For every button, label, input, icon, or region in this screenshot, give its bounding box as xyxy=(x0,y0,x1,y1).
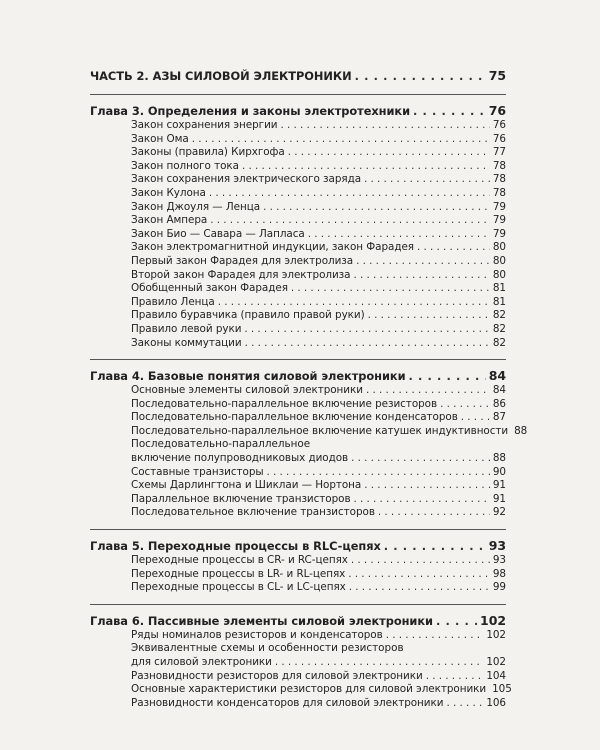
toc-entry[interactable] xyxy=(90,554,506,568)
entry-page: 77 xyxy=(492,146,506,159)
entry-page: 84 xyxy=(492,384,506,397)
entry-title: Последовательно-параллельное включение конденсаторов xyxy=(131,411,458,424)
toc-entry[interactable] xyxy=(90,241,506,255)
leader-dots xyxy=(275,656,483,670)
toc-entry[interactable] xyxy=(90,146,506,160)
leader-dots xyxy=(267,466,490,480)
chapter-3 xyxy=(90,94,506,350)
entry-page: 80 xyxy=(492,254,506,267)
entry-title: включение полупроводниковых диодов xyxy=(131,452,349,465)
chapter-title: Глава 4. Базовые понятия силовой электроники xyxy=(90,369,406,384)
toc-entry[interactable] xyxy=(90,581,506,595)
entry-page: 82 xyxy=(492,336,506,349)
entry-page: 88 xyxy=(514,424,528,437)
chapter-heading[interactable] xyxy=(90,613,506,629)
toc-entry[interactable] xyxy=(90,296,506,310)
leader-dots xyxy=(366,384,490,398)
chapter-heading[interactable] xyxy=(90,103,506,119)
leader-dots xyxy=(348,568,490,582)
entry-title: Разновидности резисторов для силовой электроники xyxy=(131,669,423,682)
toc-entry-multiline[interactable] xyxy=(90,438,506,465)
toc-entry[interactable] xyxy=(90,173,506,187)
entry-title: Обобщенный закон Фарадея xyxy=(131,282,288,295)
toc-entry[interactable] xyxy=(90,269,506,283)
leader-dots xyxy=(351,452,490,466)
entry-page: 99 xyxy=(492,581,506,594)
chapter-title: Глава 5. Переходные процессы в RLC-цепях xyxy=(90,539,381,554)
entry-page: 93 xyxy=(492,554,506,567)
entry-title: Разновидности конденсаторов для силовой электроники xyxy=(131,696,444,709)
chapter-page: 93 xyxy=(488,538,506,554)
leader-dots xyxy=(378,506,490,520)
entry-title: Правило буравчика (правило правой руки) xyxy=(131,309,365,322)
entry-title: Закон Ома xyxy=(131,132,189,145)
leader-dots xyxy=(384,538,486,554)
chapter-page: 84 xyxy=(488,368,506,384)
leader-dots xyxy=(280,119,489,133)
leader-dots xyxy=(386,629,484,643)
entry-title: Закон Джоуля — Ленца xyxy=(131,200,261,213)
entry-title: Переходные процессы в CR- и RC-цепях xyxy=(131,554,348,567)
entry-page: 79 xyxy=(492,200,506,213)
entry-page: 91 xyxy=(492,479,506,492)
entry-title: Последовательно-параллельное включение катушек индуктивности xyxy=(131,424,509,437)
chapter-page: 102 xyxy=(480,612,506,628)
entry-page: 81 xyxy=(492,282,506,295)
toc-entry[interactable] xyxy=(90,697,506,711)
chapter-heading[interactable] xyxy=(90,538,506,554)
leader-dots xyxy=(263,201,490,215)
leader-dots xyxy=(409,368,486,384)
toc-entry[interactable] xyxy=(90,160,506,174)
toc-entry[interactable] xyxy=(90,411,506,425)
entry-page: 104 xyxy=(486,669,506,682)
leader-dots xyxy=(351,554,490,568)
entry-title: для силовой электроники xyxy=(131,656,272,668)
leader-dots xyxy=(308,228,490,242)
entry-page: 90 xyxy=(492,465,506,478)
toc-entry[interactable] xyxy=(90,228,506,242)
leader-dots xyxy=(364,173,490,187)
toc-entry[interactable] xyxy=(90,493,506,507)
toc-entry[interactable] xyxy=(90,119,506,133)
entry-title: Закон сохранения энергии xyxy=(131,119,278,131)
leader-dots xyxy=(446,697,483,711)
toc-entry[interactable] xyxy=(90,506,506,520)
leader-dots xyxy=(356,255,490,269)
leader-dots xyxy=(288,146,490,160)
leader-dots xyxy=(192,133,490,147)
table-of-contents xyxy=(90,68,528,719)
leader-dots xyxy=(461,411,490,425)
chapter-heading[interactable] xyxy=(90,368,506,384)
leader-dots xyxy=(354,493,490,507)
entry-title: Законы коммутации xyxy=(131,336,242,349)
entry-title: Закон Кулона xyxy=(131,186,206,199)
leader-dots xyxy=(368,309,490,323)
entry-page: 80 xyxy=(492,268,506,281)
entry-page: 91 xyxy=(492,492,506,505)
entry-title: Переходные процессы в CL- и LC-цепях xyxy=(131,581,346,594)
entry-title-line1: Последовательно-параллельное xyxy=(131,438,311,451)
entry-title: Правило левой руки xyxy=(131,322,242,335)
toc-entry[interactable] xyxy=(90,201,506,215)
toc-entry[interactable] xyxy=(90,187,506,201)
entry-page: 81 xyxy=(492,295,506,308)
leader-dots xyxy=(209,187,490,201)
entry-title: Правило Ленца xyxy=(131,295,215,308)
leader-dots xyxy=(353,269,489,283)
leader-dots xyxy=(426,670,484,684)
leader-dots xyxy=(436,613,477,629)
leader-dots xyxy=(413,103,486,119)
chapter-5 xyxy=(90,529,506,595)
toc-entry[interactable] xyxy=(90,133,506,147)
toc-entry[interactable] xyxy=(90,670,506,684)
entry-page: 82 xyxy=(492,322,506,335)
toc-entry[interactable] xyxy=(90,424,528,439)
entry-title: Ряды номиналов резисторов и конденсаторов xyxy=(131,628,383,641)
toc-entry[interactable] xyxy=(90,255,506,269)
leader-dots xyxy=(218,296,490,310)
chapter-page: 76 xyxy=(488,103,506,118)
entry-page: 102 xyxy=(486,656,506,668)
entry-page: 92 xyxy=(492,506,506,519)
toc-entry[interactable] xyxy=(90,282,506,296)
leader-dots xyxy=(440,398,490,412)
entry-page: 76 xyxy=(492,132,506,145)
entry-title: Составные транзисторы xyxy=(131,465,264,478)
entry-page: 78 xyxy=(492,159,506,172)
entry-title-line1: Эквивалентные схемы и особенности резисторов xyxy=(131,642,404,655)
entry-title: Последовательно-параллельное включение резисторов xyxy=(131,397,438,410)
toc-entry[interactable] xyxy=(90,629,506,643)
part-heading[interactable] xyxy=(90,68,506,84)
chapter-6 xyxy=(90,604,512,711)
toc-entry[interactable] xyxy=(90,309,506,323)
entry-page: 78 xyxy=(492,173,506,186)
toc-entry[interactable] xyxy=(90,384,506,398)
leader-dots xyxy=(417,241,490,255)
entry-page: 102 xyxy=(486,628,506,641)
entry-title: Основные характеристики резисторов для силовой электроники xyxy=(131,683,487,696)
entry-title: Второй закон Фарадея для электролиза xyxy=(131,268,351,281)
entry-page: 106 xyxy=(486,696,506,709)
toc-entry[interactable] xyxy=(90,466,506,480)
entry-title: Закон Ампера xyxy=(131,214,208,227)
toc-entry[interactable] xyxy=(90,683,512,697)
entry-page: 79 xyxy=(492,227,506,240)
entry-title: Первый закон Фарадея для электролиза xyxy=(131,254,354,267)
entry-page: 76 xyxy=(492,119,506,131)
leader-dots xyxy=(244,323,489,337)
toc-entry[interactable] xyxy=(90,337,506,351)
entry-title: Схемы Дарлингтона и Шиклаи — Нортона xyxy=(131,479,362,492)
entry-page: 79 xyxy=(492,214,506,227)
leader-dots xyxy=(349,581,490,595)
entry-page: 98 xyxy=(492,567,506,580)
entry-page: 88 xyxy=(492,452,506,465)
entry-title: Переходные процессы в LR- и RL-цепях xyxy=(131,567,346,580)
entry-page: 80 xyxy=(492,241,506,254)
part-title: ЧАСТЬ 2. АЗЫ СИЛОВОЙ ЭЛЕКТРОНИКИ xyxy=(90,69,352,83)
toc-entry-multiline[interactable] xyxy=(90,642,506,669)
chapter-title: Глава 6. Пассивные элементы силовой электроники xyxy=(90,613,433,628)
entry-page: 87 xyxy=(492,411,506,424)
leader-dots xyxy=(364,479,490,493)
entry-page: 82 xyxy=(492,309,506,322)
entry-title: Параллельное включение транзисторов xyxy=(131,492,351,505)
leader-dots xyxy=(210,214,490,228)
leader-dots xyxy=(355,68,486,84)
entry-title: Законы (правила) Кирхгофа xyxy=(131,146,285,159)
entry-title: Закон сохранения электрического заряда xyxy=(131,173,362,186)
chapter-title: Глава 3. Определения и законы электротехники xyxy=(90,104,411,118)
entry-page: 105 xyxy=(492,683,512,696)
leader-dots xyxy=(242,160,490,174)
entry-title: Последовательное включение транзисторов xyxy=(131,506,375,519)
leader-dots xyxy=(245,337,490,351)
entry-title: Закон электромагнитной индукции, закон Фарадея xyxy=(131,241,415,254)
toc-entry[interactable] xyxy=(90,398,506,412)
toc-entry[interactable] xyxy=(90,479,506,493)
entry-title: Основные элементы силовой электроники xyxy=(131,384,363,397)
entry-title: Закон Био — Савара — Лапласа xyxy=(131,227,305,240)
toc-entry[interactable] xyxy=(90,214,506,228)
entry-page: 86 xyxy=(492,397,506,410)
chapter-4 xyxy=(90,359,528,520)
leader-dots xyxy=(291,282,490,296)
entry-page: 78 xyxy=(492,186,506,199)
part-page: 75 xyxy=(488,68,506,83)
toc-entry[interactable] xyxy=(90,323,506,337)
entry-title: Закон полного тока xyxy=(131,159,239,172)
toc-entry[interactable] xyxy=(90,568,506,582)
